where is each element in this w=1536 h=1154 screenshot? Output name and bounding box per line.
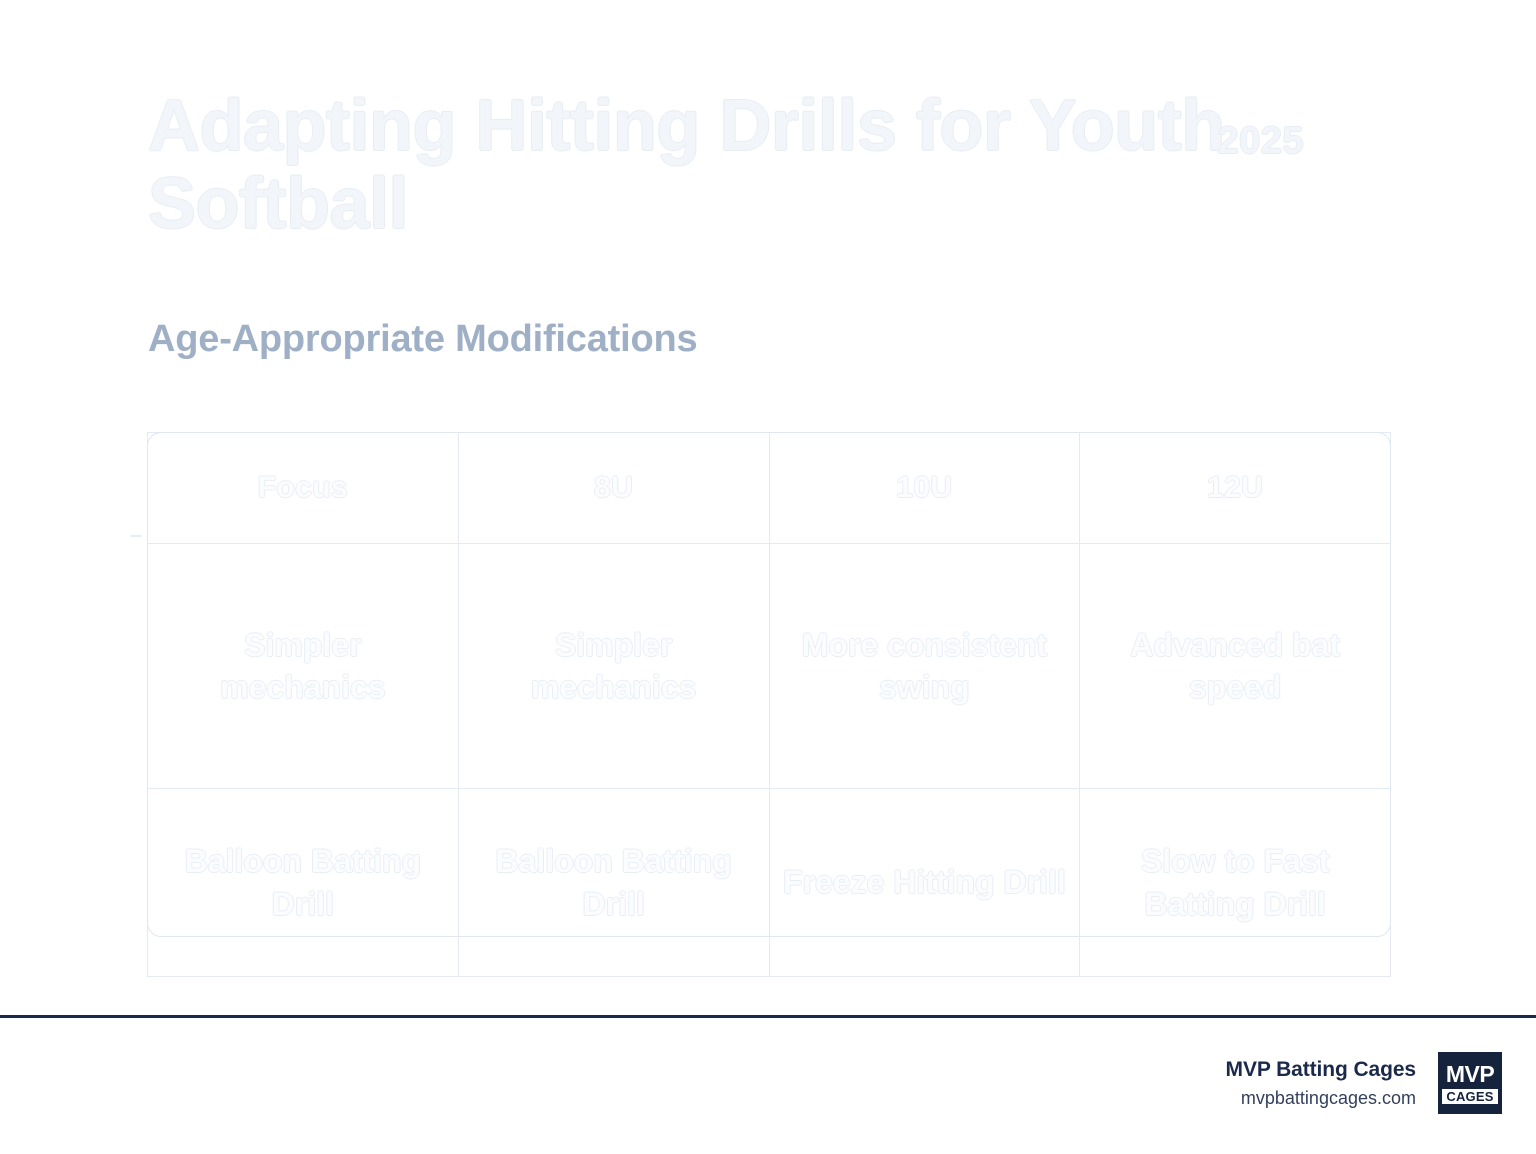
footer-divider — [0, 1015, 1536, 1018]
mvp-cages-logo-icon — [1438, 1052, 1502, 1114]
title-block — [148, 88, 1398, 244]
brand-url: mvpbattingcages.com — [1240, 1088, 1416, 1109]
cell-focus-10u: More consistent swing — [769, 544, 1080, 789]
table-header-10u: 10U — [769, 433, 1080, 544]
brand-name: MVP Batting Cages — [1225, 1057, 1416, 1081]
cell-drill-8u: Balloon Batting Drill — [458, 789, 769, 977]
cell-drill-12u: Slow to Fast Batting Drill — [1080, 789, 1391, 977]
cell-focus-8u: Simpler mechanics — [458, 544, 769, 789]
footer — [1226, 1052, 1502, 1114]
footer-text — [1226, 1055, 1416, 1112]
page-title: Adapting Hitting Drills for Youth Softball — [148, 86, 1225, 244]
table-header-focus: Focus — [148, 433, 459, 544]
table-header-row — [148, 433, 1391, 544]
cell-drill-10u: Freeze Hitting Drill — [769, 789, 1080, 977]
page-subtitle: Age-Appropriate Modifications — [148, 318, 698, 360]
cell-focus-focus: Simpler mechanics — [148, 544, 459, 789]
table-row — [148, 544, 1391, 789]
row-divider-tick — [131, 535, 141, 537]
cell-drill-focus: Balloon Batting Drill — [148, 789, 459, 977]
comparison-table — [147, 432, 1391, 937]
table-header-12u: 12U — [1080, 433, 1391, 544]
table-row — [148, 789, 1391, 977]
table-header-8u: 8U — [458, 433, 769, 544]
logo-bottom-text: CAGES — [1442, 1089, 1497, 1104]
logo-top-text: MVP — [1445, 1060, 1495, 1087]
cell-focus-12u: Advanced bat speed — [1080, 544, 1391, 789]
year-label: 2025 — [1217, 120, 1304, 162]
